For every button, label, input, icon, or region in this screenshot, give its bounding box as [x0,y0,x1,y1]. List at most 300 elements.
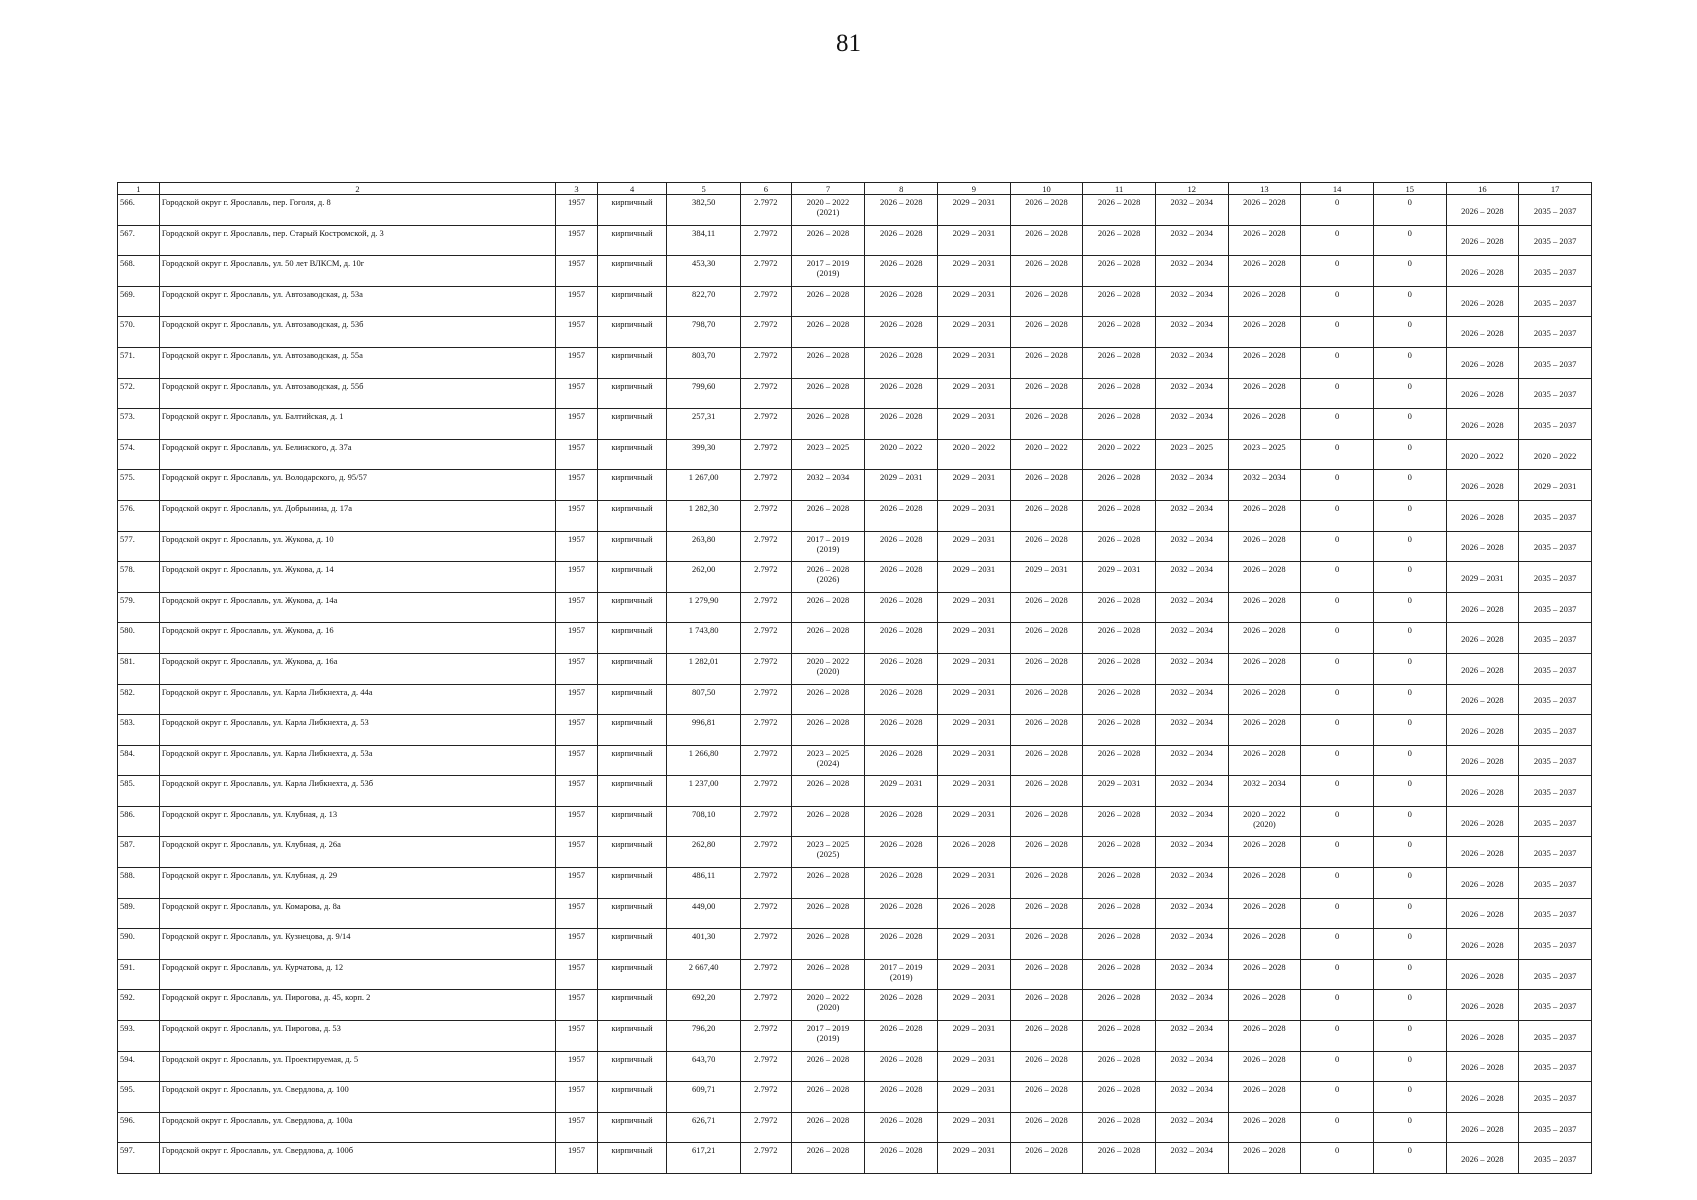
cell-period-10: 2026 – 2028 [1010,868,1083,899]
cell-period-8: 2020 – 2022 [865,439,938,470]
cell-period-11: 2020 – 2022 [1083,439,1156,470]
cell-rate: 2.7972 [741,1082,792,1113]
cell-period-16: 2026 – 2028 [1446,1021,1519,1052]
cell-value-15: 0 [1373,684,1446,715]
cell-period-10: 2026 – 2028 [1010,653,1083,684]
cell-wall-material: кирпичный [597,409,666,440]
table-row [118,929,1592,960]
cell-period-7: 2026 – 2028 [791,1082,865,1113]
cell-period-9: 2029 – 2031 [938,1082,1011,1113]
cell-period-11: 2026 – 2028 [1083,317,1156,348]
cell-period-17: 2035 – 2037 [1519,378,1592,409]
cell-period-12: 2032 – 2034 [1155,409,1228,440]
cell-period-11: 2026 – 2028 [1083,1082,1156,1113]
cell-row-number: 586. [118,806,160,837]
table-row [118,378,1592,409]
column-header-7: 7 [791,183,865,195]
cell-value-15: 0 [1373,317,1446,348]
cell-period-11: 2026 – 2028 [1083,1051,1156,1082]
cell-area: 2 667,40 [667,959,741,990]
cell-rate: 2.7972 [741,592,792,623]
cell-period-16: 2026 – 2028 [1446,868,1519,899]
cell-period-9: 2029 – 2031 [938,1112,1011,1143]
cell-row-number: 568. [118,256,160,287]
period-range: 2020 – 2022 [806,197,850,207]
table-row [118,959,1592,990]
cell-period-16: 2020 – 2022 [1446,439,1519,470]
cell-value-14: 0 [1301,195,1374,226]
table-row [118,409,1592,440]
cell-rate: 2.7972 [741,531,792,562]
cell-period-11: 2026 – 2028 [1083,531,1156,562]
cell-period-16: 2026 – 2028 [1446,653,1519,684]
cell-period-13: 2026 – 2028 [1228,409,1301,440]
cell-period-7: 2026 – 2028 [791,715,865,746]
cell-value-15: 0 [1373,531,1446,562]
cell-year-built: 1957 [556,286,598,317]
table-row [118,776,1592,807]
cell-value-15: 0 [1373,745,1446,776]
cell-wall-material: кирпичный [597,653,666,684]
cell-wall-material: кирпичный [597,959,666,990]
cell-period-10: 2026 – 2028 [1010,409,1083,440]
table-row [118,898,1592,929]
cell-area: 453,30 [667,256,741,287]
table-row [118,1021,1592,1052]
cell-value-14: 0 [1301,1143,1374,1174]
cell-address: Городской округ г. Ярославль, ул. Автозаводская, д. 55б [159,378,555,409]
cell-value-15: 0 [1373,225,1446,256]
cell-address: Городской округ г. Ярославль, ул. Жукова, д. 16а [159,653,555,684]
cell-row-number: 580. [118,623,160,654]
cell-period-7 [791,837,865,868]
cell-period-13: 2026 – 2028 [1228,195,1301,226]
cell-period-9: 2029 – 2031 [938,929,1011,960]
cell-rate: 2.7972 [741,409,792,440]
cell-period-9: 2029 – 2031 [938,1021,1011,1052]
cell-period-17: 2035 – 2037 [1519,1082,1592,1113]
cell-period-13: 2026 – 2028 [1228,317,1301,348]
cell-period-13: 2026 – 2028 [1228,1082,1301,1113]
cell-wall-material: кирпичный [597,470,666,501]
cell-period-7 [791,745,865,776]
cell-rate: 2.7972 [741,195,792,226]
cell-period-8: 2026 – 2028 [865,715,938,746]
cell-period-8: 2026 – 2028 [865,286,938,317]
period-range: 2017 – 2019 [806,1023,850,1034]
cell-value-15: 0 [1373,623,1446,654]
cell-row-number: 584. [118,745,160,776]
cell-period-17: 2035 – 2037 [1519,806,1592,837]
cell-period-16: 2026 – 2028 [1446,837,1519,868]
cell-wall-material: кирпичный [597,898,666,929]
column-header-10: 10 [1010,183,1083,195]
period-actual-year: (2020) [816,1002,840,1013]
cell-value-15: 0 [1373,256,1446,287]
cell-wall-material: кирпичный [597,715,666,746]
cell-period-7: 2032 – 2034 [791,470,865,501]
cell-area: 796,20 [667,1021,741,1052]
cell-period-8: 2026 – 2028 [865,317,938,348]
cell-row-number: 577. [118,531,160,562]
cell-value-14: 0 [1301,470,1374,501]
cell-year-built: 1957 [556,378,598,409]
cell-period-10: 2026 – 2028 [1010,776,1083,807]
cell-period-17: 2035 – 2037 [1519,929,1592,960]
cell-area: 382,50 [667,195,741,226]
cell-row-number: 574. [118,439,160,470]
cell-period-17: 2035 – 2037 [1519,837,1592,868]
table-row [118,1112,1592,1143]
cell-period-13: 2026 – 2028 [1228,653,1301,684]
cell-address: Городской округ г. Ярославль, ул. Клубная, д. 29 [159,868,555,899]
cell-year-built: 1957 [556,439,598,470]
cell-value-14: 0 [1301,745,1374,776]
cell-period-10: 2026 – 2028 [1010,1082,1083,1113]
cell-period-7: 2026 – 2028 [791,868,865,899]
cell-value-15: 0 [1373,776,1446,807]
cell-period-12: 2032 – 2034 [1155,378,1228,409]
cell-period-10: 2026 – 2028 [1010,715,1083,746]
cell-period-13: 2026 – 2028 [1228,898,1301,929]
cell-period-7: 2026 – 2028 [791,592,865,623]
cell-area: 996,81 [667,715,741,746]
cell-wall-material: кирпичный [597,868,666,899]
cell-address: Городской округ г. Ярославль, ул. 50 лет ВЛКСМ, д. 10г [159,256,555,287]
cell-period-10: 2026 – 2028 [1010,684,1083,715]
cell-row-number: 575. [118,470,160,501]
cell-period-7: 2023 – 2025 [791,439,865,470]
cell-area: 708,10 [667,806,741,837]
cell-period-16: 2026 – 2028 [1446,256,1519,287]
cell-address: Городской округ г. Ярославль, пер. Старый Костромской, д. 3 [159,225,555,256]
column-number-row [118,183,1592,195]
cell-period-10: 2026 – 2028 [1010,959,1083,990]
cell-year-built: 1957 [556,225,598,256]
cell-period-16: 2026 – 2028 [1446,1082,1519,1113]
period-actual-year: (2019) [816,1033,840,1044]
cell-area: 1 267,00 [667,470,741,501]
table-row [118,806,1592,837]
table-row [118,623,1592,654]
cell-period-11: 2026 – 2028 [1083,378,1156,409]
cell-rate: 2.7972 [741,1021,792,1052]
cell-wall-material: кирпичный [597,500,666,531]
table-row [118,715,1592,746]
cell-period-12: 2032 – 2034 [1155,868,1228,899]
cell-period-11: 2026 – 2028 [1083,592,1156,623]
cell-period-17: 2035 – 2037 [1519,1021,1592,1052]
cell-wall-material: кирпичный [597,806,666,837]
cell-period-17: 2035 – 2037 [1519,317,1592,348]
cell-period-11: 2026 – 2028 [1083,898,1156,929]
cell-period-9: 2029 – 2031 [938,470,1011,501]
cell-value-14: 0 [1301,806,1374,837]
cell-value-14: 0 [1301,990,1374,1021]
cell-period-17: 2035 – 2037 [1519,531,1592,562]
cell-address: Городской округ г. Ярославль, ул. Белинского, д. 37а [159,439,555,470]
cell-period-8: 2026 – 2028 [865,256,938,287]
cell-period-16: 2026 – 2028 [1446,684,1519,715]
page-number: 81 [836,30,861,57]
cell-period-10: 2026 – 2028 [1010,500,1083,531]
cell-period-13: 2026 – 2028 [1228,715,1301,746]
cell-period-12: 2032 – 2034 [1155,715,1228,746]
cell-period-9: 2029 – 2031 [938,347,1011,378]
cell-period-13: 2026 – 2028 [1228,623,1301,654]
cell-period-10: 2026 – 2028 [1010,1021,1083,1052]
cell-address: Городской округ г. Ярославль, ул. Свердлова, д. 100 [159,1082,555,1113]
cell-year-built: 1957 [556,745,598,776]
cell-period-13: 2026 – 2028 [1228,1112,1301,1143]
cell-period-13: 2026 – 2028 [1228,929,1301,960]
cell-address: Городской округ г. Ярославль, ул. Пирогова, д. 45, корп. 2 [159,990,555,1021]
cell-period-11: 2026 – 2028 [1083,470,1156,501]
cell-rate: 2.7972 [741,286,792,317]
cell-period-13: 2026 – 2028 [1228,378,1301,409]
repair-schedule-table-container [117,182,1592,1174]
cell-period-7 [791,562,865,593]
cell-period-7: 2026 – 2028 [791,378,865,409]
cell-address: Городской округ г. Ярославль, ул. Володарского, д. 95/57 [159,470,555,501]
cell-period-16: 2026 – 2028 [1446,776,1519,807]
cell-year-built: 1957 [556,898,598,929]
cell-year-built: 1957 [556,195,598,226]
cell-period-12: 2032 – 2034 [1155,470,1228,501]
table-row [118,684,1592,715]
cell-area: 609,71 [667,1082,741,1113]
cell-period-12: 2032 – 2034 [1155,1112,1228,1143]
cell-row-number: 570. [118,317,160,348]
cell-area: 803,70 [667,347,741,378]
cell-row-number: 591. [118,959,160,990]
cell-rate: 2.7972 [741,500,792,531]
cell-period-11: 2026 – 2028 [1083,806,1156,837]
cell-row-number: 595. [118,1082,160,1113]
cell-period-9: 2029 – 2031 [938,286,1011,317]
cell-rate: 2.7972 [741,1112,792,1143]
cell-period-11: 2026 – 2028 [1083,837,1156,868]
table-row [118,347,1592,378]
cell-year-built: 1957 [556,317,598,348]
cell-area: 1 237,00 [667,776,741,807]
cell-period-9: 2029 – 2031 [938,531,1011,562]
period-range: 2023 – 2025 [806,747,850,758]
cell-period-9: 2029 – 2031 [938,378,1011,409]
cell-rate: 2.7972 [741,929,792,960]
cell-period-10: 2026 – 2028 [1010,378,1083,409]
cell-period-16: 2026 – 2028 [1446,317,1519,348]
cell-period-12: 2032 – 2034 [1155,1051,1228,1082]
cell-period-11: 2026 – 2028 [1083,959,1156,990]
period-range: 2020 – 2022 [806,655,850,666]
cell-year-built: 1957 [556,409,598,440]
cell-row-number: 576. [118,500,160,531]
cell-row-number: 596. [118,1112,160,1143]
cell-period-13: 2026 – 2028 [1228,1143,1301,1174]
cell-rate: 2.7972 [741,837,792,868]
cell-period-7: 2026 – 2028 [791,684,865,715]
cell-period-13: 2032 – 2034 [1228,470,1301,501]
table-row [118,837,1592,868]
cell-area: 262,80 [667,837,741,868]
cell-period-16: 2026 – 2028 [1446,745,1519,776]
cell-period-10: 2026 – 2028 [1010,592,1083,623]
cell-value-15: 0 [1373,592,1446,623]
cell-value-14: 0 [1301,256,1374,287]
cell-period-16: 2026 – 2028 [1446,195,1519,226]
cell-row-number: 569. [118,286,160,317]
column-header-17: 17 [1519,183,1592,195]
cell-area: 799,60 [667,378,741,409]
cell-address: Городской округ г. Ярославль, пер. Гоголя, д. 8 [159,195,555,226]
cell-value-14: 0 [1301,409,1374,440]
cell-value-14: 0 [1301,623,1374,654]
cell-period-12: 2032 – 2034 [1155,776,1228,807]
repair-schedule-table [117,182,1592,1174]
cell-period-13: 2026 – 2028 [1228,684,1301,715]
cell-period-9: 2029 – 2031 [938,592,1011,623]
cell-period-9: 2029 – 2031 [938,225,1011,256]
cell-period-7: 2026 – 2028 [791,806,865,837]
cell-period-17: 2035 – 2037 [1519,195,1592,226]
period-range: 2020 – 2022 [806,992,850,1003]
cell-row-number: 578. [118,562,160,593]
period-actual-year: (2025) [816,849,840,860]
cell-period-13: 2026 – 2028 [1228,959,1301,990]
cell-value-14: 0 [1301,378,1374,409]
cell-period-16: 2026 – 2028 [1446,347,1519,378]
table-row [118,317,1592,348]
cell-period-17: 2035 – 2037 [1519,1112,1592,1143]
cell-period-11: 2026 – 2028 [1083,684,1156,715]
cell-period-10: 2026 – 2028 [1010,347,1083,378]
cell-period-16: 2026 – 2028 [1446,806,1519,837]
cell-period-12: 2032 – 2034 [1155,623,1228,654]
cell-period-10: 2026 – 2028 [1010,531,1083,562]
cell-period-9: 2029 – 2031 [938,317,1011,348]
cell-period-17: 2035 – 2037 [1519,684,1592,715]
cell-period-10: 2026 – 2028 [1010,225,1083,256]
cell-period-8: 2026 – 2028 [865,409,938,440]
cell-row-number: 571. [118,347,160,378]
table-row [118,500,1592,531]
cell-year-built: 1957 [556,715,598,746]
cell-year-built: 1957 [556,531,598,562]
cell-period-11: 2026 – 2028 [1083,715,1156,746]
cell-address: Городской округ г. Ярославль, ул. Курчатова, д. 12 [159,959,555,990]
cell-period-9: 2026 – 2028 [938,898,1011,929]
column-header-2: 2 [159,183,555,195]
cell-period-16: 2026 – 2028 [1446,1112,1519,1143]
cell-row-number: 582. [118,684,160,715]
cell-period-9: 2029 – 2031 [938,1143,1011,1174]
cell-address: Городской округ г. Ярославль, ул. Карла Либкнехта, д. 44а [159,684,555,715]
cell-rate: 2.7972 [741,378,792,409]
cell-period-7: 2026 – 2028 [791,286,865,317]
cell-period-17: 2035 – 2037 [1519,1051,1592,1082]
cell-period-9: 2029 – 2031 [938,868,1011,899]
cell-period-17: 2035 – 2037 [1519,623,1592,654]
cell-period-12: 2032 – 2034 [1155,195,1228,226]
cell-period-8: 2026 – 2028 [865,1082,938,1113]
cell-year-built: 1957 [556,1051,598,1082]
cell-address: Городской округ г. Ярославль, ул. Карла Либкнехта, д. 53а [159,745,555,776]
cell-year-built: 1957 [556,684,598,715]
cell-period-8: 2026 – 2028 [865,623,938,654]
cell-period-12: 2032 – 2034 [1155,745,1228,776]
cell-period-11: 2026 – 2028 [1083,195,1156,226]
cell-row-number: 581. [118,653,160,684]
cell-period-11: 2026 – 2028 [1083,653,1156,684]
cell-period-11: 2026 – 2028 [1083,1021,1156,1052]
cell-wall-material: кирпичный [597,837,666,868]
cell-area: 1 282,30 [667,500,741,531]
cell-period-9: 2029 – 2031 [938,959,1011,990]
cell-period-11: 2026 – 2028 [1083,1143,1156,1174]
cell-wall-material: кирпичный [597,531,666,562]
cell-address: Городской округ г. Ярославль, ул. Автозаводская, д. 53б [159,317,555,348]
cell-rate: 2.7972 [741,990,792,1021]
cell-period-17: 2035 – 2037 [1519,1143,1592,1174]
cell-period-8: 2026 – 2028 [865,806,938,837]
cell-period-16: 2026 – 2028 [1446,286,1519,317]
cell-period-7: 2026 – 2028 [791,317,865,348]
cell-rate: 2.7972 [741,776,792,807]
cell-row-number: 590. [118,929,160,960]
cell-value-14: 0 [1301,531,1374,562]
cell-period-12: 2032 – 2034 [1155,929,1228,960]
table-row [118,592,1592,623]
cell-period-9: 2029 – 2031 [938,562,1011,593]
cell-row-number: 583. [118,715,160,746]
cell-wall-material: кирпичный [597,317,666,348]
cell-wall-material: кирпичный [597,990,666,1021]
cell-rate: 2.7972 [741,1051,792,1082]
cell-year-built: 1957 [556,929,598,960]
cell-rate: 2.7972 [741,745,792,776]
cell-period-7 [791,990,865,1021]
cell-period-11: 2026 – 2028 [1083,500,1156,531]
cell-value-14: 0 [1301,347,1374,378]
cell-period-7 [791,531,865,562]
cell-period-16: 2026 – 2028 [1446,715,1519,746]
cell-period-12: 2032 – 2034 [1155,959,1228,990]
cell-period-16: 2026 – 2028 [1446,929,1519,960]
cell-period-17: 2035 – 2037 [1519,868,1592,899]
cell-period-12: 2032 – 2034 [1155,256,1228,287]
column-header-16: 16 [1446,183,1519,195]
cell-period-8: 2026 – 2028 [865,745,938,776]
cell-period-9: 2029 – 2031 [938,653,1011,684]
cell-row-number: 566. [118,195,160,226]
period-actual-year: (2019) [816,543,840,554]
cell-row-number: 587. [118,837,160,868]
cell-year-built: 1957 [556,470,598,501]
cell-period-7: 2026 – 2028 [791,500,865,531]
cell-year-built: 1957 [556,592,598,623]
cell-period-10: 2026 – 2028 [1010,929,1083,960]
cell-period-12: 2032 – 2034 [1155,347,1228,378]
cell-period-17: 2035 – 2037 [1519,409,1592,440]
cell-period-8: 2026 – 2028 [865,837,938,868]
cell-area: 807,50 [667,684,741,715]
cell-address: Городской округ г. Ярославль, ул. Добрынина, д. 17а [159,500,555,531]
cell-value-15: 0 [1373,470,1446,501]
cell-value-15: 0 [1373,409,1446,440]
cell-value-14: 0 [1301,1051,1374,1082]
cell-value-14: 0 [1301,1082,1374,1113]
